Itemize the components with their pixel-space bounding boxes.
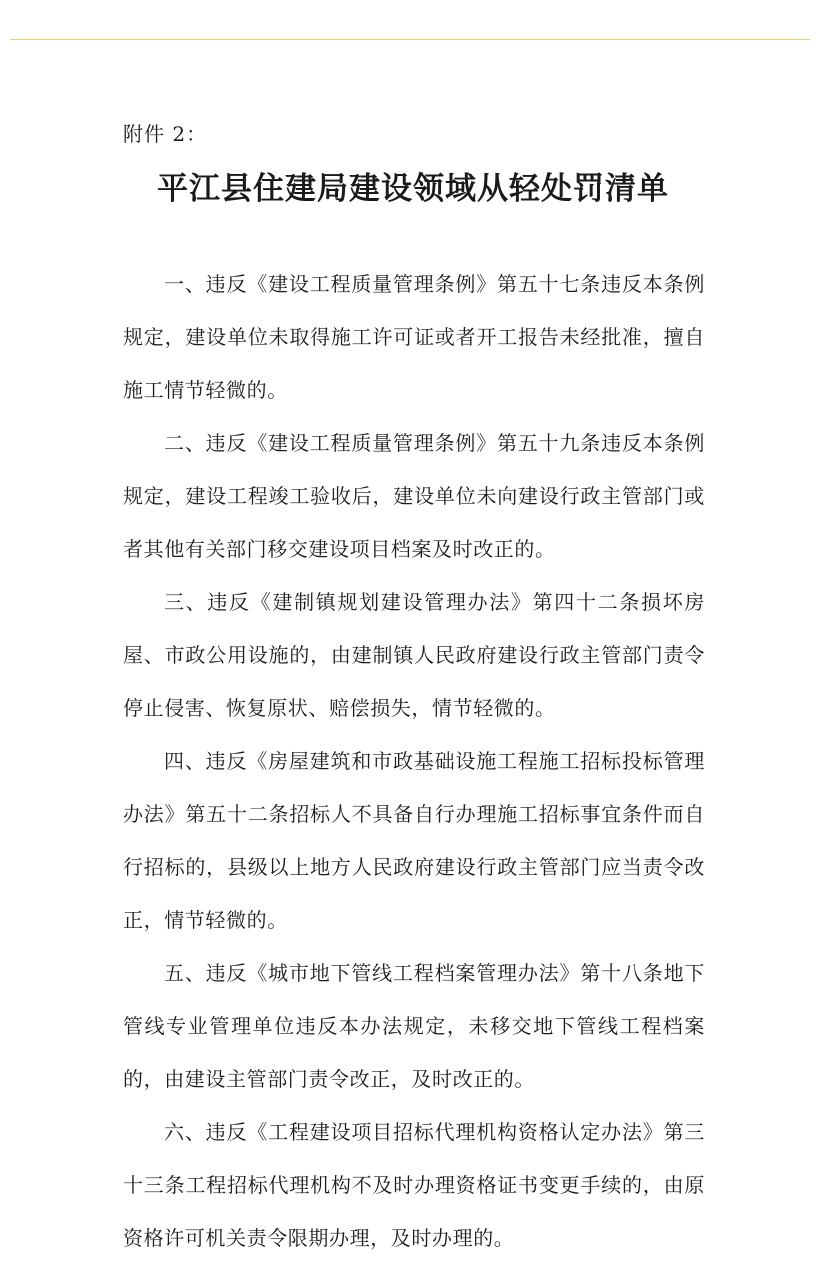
clause-3: 三、违反《建制镇规划建设管理办法》第四十二条损坏房屋、市政公用设施的，由建制镇人民政府建设行政主管部门责令停止侵害、恢复原状、赔偿损失，情节轻微的。 (123, 590, 705, 720)
clause-6: 六、违反《工程建设项目招标代理机构资格认定办法》第三十三条工程招标代理机构不及时办理资格证书变更手续的，由原资格许可机关责令限期办理，及时办理的。 (123, 1120, 705, 1250)
clause-2: 二、违反《建设工程质量管理条例》第五十九条违反本条例规定，建设工程竣工验收后，建设单位未向建设行政主管部门或者其他有关部门移交建设项目档案及时改正的。 (123, 431, 705, 561)
clause-1: 一、违反《建设工程质量管理条例》第五十七条违反本条例规定，建设单位未取得施工许可证或者开工报告未经批准，擅自施工情节轻微的。 (123, 272, 705, 402)
top-rule-divider (10, 39, 810, 40)
clause-4: 四、违反《房屋建筑和市政基础设施工程施工招标投标管理办法》第五十二条招标人不具备自行办理施工招标事宜条件而自行招标的，县级以上地方人民政府建设行政主管部门应当责令改正，情节轻微的。 (123, 749, 705, 932)
clause-5: 五、违反《城市地下管线工程档案管理办法》第十八条地下管线专业管理单位违反本办法规定，未移交地下管线工程档案的，由建设主管部门责令改正，及时改正的。 (123, 961, 705, 1091)
document-title: 平江县住建局建设领域从轻处罚清单 (157, 171, 669, 207)
attachment-label: 附件 2： (123, 122, 208, 146)
document-body (123, 258, 705, 1265)
